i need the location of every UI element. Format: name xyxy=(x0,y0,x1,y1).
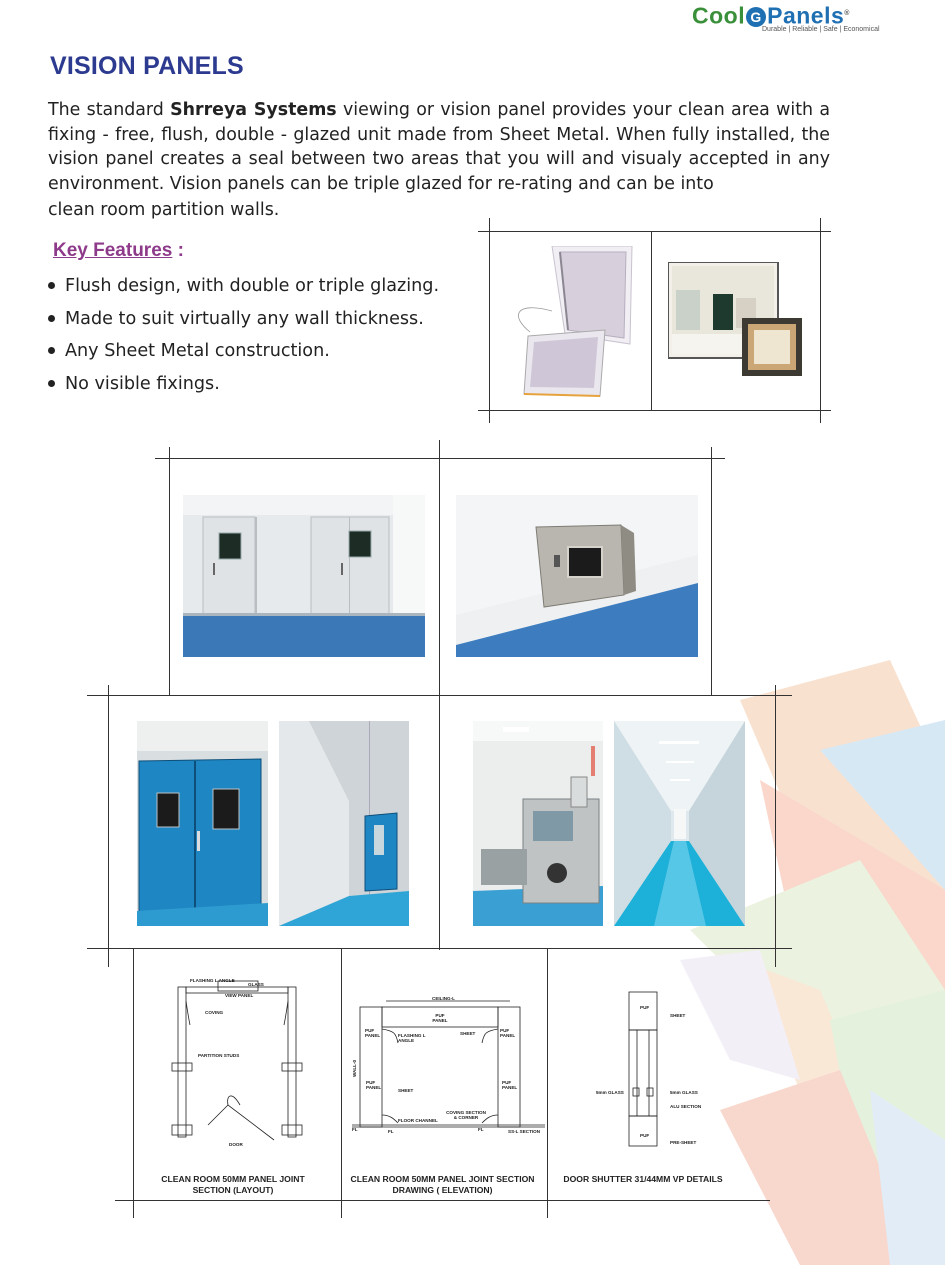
label-flashing-angle: FLASHING L ANGLE xyxy=(398,1033,426,1043)
caption-shutter: DOOR SHUTTER 31/44MM VP DETAILS xyxy=(563,1174,723,1184)
frame-line xyxy=(711,447,712,695)
frame-line xyxy=(775,685,776,967)
label-puf-left-2: PUF PANEL xyxy=(366,1080,382,1090)
label-sheet: SHEET xyxy=(398,1088,414,1093)
brand-part-3: Panels xyxy=(767,2,845,29)
brand-logo xyxy=(692,2,892,36)
long-corridor-photo xyxy=(614,721,745,926)
list-item: Flush design, with double or triple glazing. xyxy=(48,274,439,307)
brand-name xyxy=(692,2,892,28)
caption-elevation: CLEAN ROOM 50MM PANEL JOINT SECTION DRAWING ( ELEVATION) xyxy=(350,1174,535,1195)
label-wall: WALL-0 xyxy=(352,1059,358,1078)
page-title: VISION PANELS xyxy=(50,52,244,80)
frame-line xyxy=(115,1200,770,1201)
clean-room-machine-photo xyxy=(473,721,603,926)
list-item: Any Sheet Metal construction. xyxy=(48,339,439,372)
label-fl-3: FL xyxy=(478,1127,484,1132)
vision-panel-closeup-photo xyxy=(510,246,635,398)
pass-box-photo xyxy=(456,495,698,657)
label-shutter-alu: ALU SECTION xyxy=(670,1104,702,1109)
label-studs: PARTITION STUDS xyxy=(198,1053,240,1058)
label-view-panel: VIEW PANEL xyxy=(225,993,254,998)
registered-icon: ® xyxy=(844,10,850,17)
key-features-label: Key Features xyxy=(53,240,173,261)
caption-layout: CLEAN ROOM 50MM PANEL JOINT SECTION (LAYOUT) xyxy=(161,1174,305,1195)
label-door: DOOR xyxy=(229,1142,243,1147)
brand-part-1: Coo xyxy=(692,2,739,29)
frame-line xyxy=(133,948,134,1218)
label-puf-right-2: PUF PANEL xyxy=(502,1080,518,1090)
company-name: Shrreya Systems xyxy=(170,100,337,120)
frame-line xyxy=(820,218,821,423)
brand-part-2: l xyxy=(738,2,746,29)
label-fl-1: FL xyxy=(352,1127,358,1132)
frame-line xyxy=(341,948,342,1218)
label-sheet-top: SHEET xyxy=(460,1031,476,1036)
frame-line xyxy=(87,695,792,696)
double-door-corridor-photo xyxy=(183,495,425,657)
brand-tagline: Durable | Reliable | Safe | Economical xyxy=(762,26,880,33)
door-shutter-drawing xyxy=(625,990,665,1150)
label-flashing: FLASHING L ANGLE xyxy=(190,978,235,983)
frame-line xyxy=(478,231,831,232)
panel-joint-layout-drawing xyxy=(168,975,313,1150)
frame-line xyxy=(155,458,725,459)
label-shutter-sheet-bottom: PRE-SHEET xyxy=(670,1140,697,1145)
frame-line xyxy=(108,685,109,967)
list-item: No visible fixings. xyxy=(48,372,439,405)
frame-line xyxy=(87,948,792,949)
label-shutter-puf-bottom: PUF xyxy=(640,1133,650,1138)
label-shutter-glass-left: 5mm GLASS xyxy=(596,1090,624,1095)
clean-room-vision-panel-photo xyxy=(668,262,806,377)
label-shutter-puf-top: PUF xyxy=(640,1005,650,1010)
label-ss-section: SS-L SECTION xyxy=(508,1129,541,1134)
label-puf-right: PUF PANEL xyxy=(500,1028,516,1038)
frame-line xyxy=(651,231,652,410)
frame-line xyxy=(169,447,170,695)
label-coving: COVING xyxy=(205,1010,224,1015)
corridor-blue-door-photo xyxy=(279,721,409,926)
label-glass: GLASS xyxy=(248,982,264,987)
label-floor-channel: FLOOR CHANNEL xyxy=(398,1118,438,1123)
key-features-colon: : xyxy=(172,240,184,261)
brand-g-mark: G xyxy=(746,7,766,27)
key-features-heading xyxy=(53,240,184,262)
intro-last-line: clean room partition walls. xyxy=(48,200,280,220)
frame-line xyxy=(478,410,831,411)
intro-body: viewing or vision panel provides your clean area with a fixing - free, flush, double - glazed unit made from Sheet Metal. When fully installed, the vision panel creates a seal between two areas that you will and visualy accepted in any environment. Vision panels can be triple glazed for re-rating and can be into xyxy=(48,100,830,194)
label-coving-section: COVING SECTION & CORNER xyxy=(446,1110,486,1120)
label-ceiling: CEILING-L xyxy=(432,996,455,1001)
intro-lead: The standard xyxy=(48,100,171,120)
list-item: Made to suit virtually any wall thickness. xyxy=(48,307,439,340)
label-puf-left: PUF PANEL xyxy=(365,1028,381,1038)
label-shutter-sheet-top: SHEET xyxy=(670,1013,686,1018)
label-shutter-glass-right: 5mm GLASS xyxy=(670,1090,698,1095)
blue-double-door-photo xyxy=(137,721,268,926)
label-fl-2: FL xyxy=(388,1129,394,1134)
feature-list xyxy=(48,274,439,404)
label-puf-top: PUF PANEL xyxy=(432,1013,448,1023)
frame-line xyxy=(489,218,490,423)
intro-paragraph xyxy=(48,98,830,223)
